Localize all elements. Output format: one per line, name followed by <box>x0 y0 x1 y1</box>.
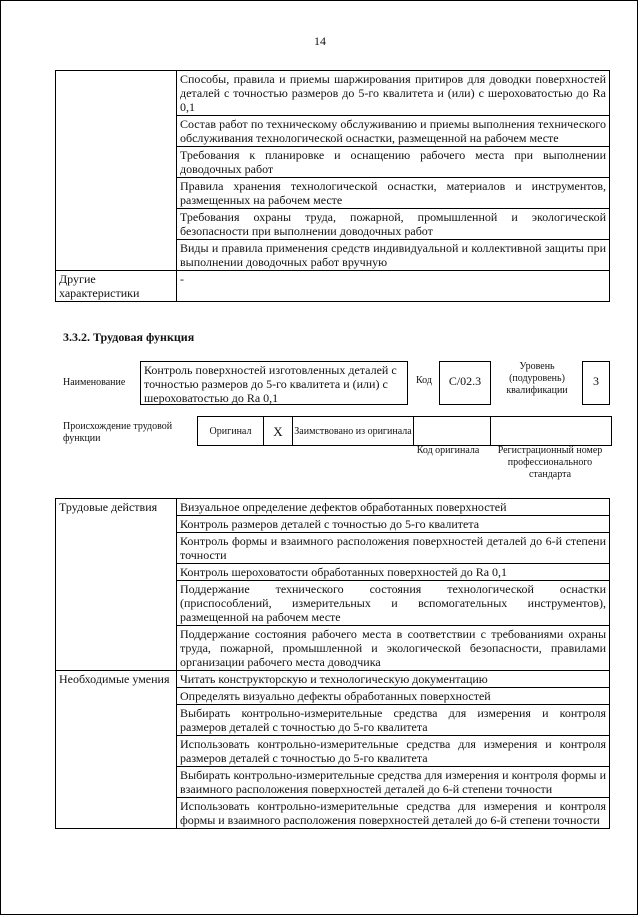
table-row <box>56 71 610 116</box>
table-row <box>56 499 610 516</box>
table-row <box>56 271 610 302</box>
registration-number-cell <box>491 417 612 446</box>
function-name-box: Контроль поверхностей изготовленных деталей с точностью размеров до 5-го квалитета и (или) с шероховатостью до Ra 0,1 <box>140 361 408 405</box>
knowledge-item: Состав работ по техническому обслуживанию и приемы выполнения технического обслуживания технологической оснастки, размещенной на рабочем месте <box>177 116 610 147</box>
borrowed-label: Заимствовано из оригинала <box>293 417 414 446</box>
labor-actions-label: Трудовые действия <box>56 499 177 671</box>
skill-item: Использовать контрольно-измерительные средства для измерения и контроля формы и взаимного расположения поверхностей деталей до 6-й степени точности <box>177 798 610 829</box>
other-characteristics-label: Другие характеристики <box>56 271 177 302</box>
qualification-level-box: 3 <box>582 361 610 405</box>
origin-table <box>197 416 612 446</box>
skill-item: Использовать контрольно-измерительные средства для измерения и контроля размеров деталей с точностью до 5-го квалитета <box>177 736 610 767</box>
empty-label-cell <box>56 71 177 271</box>
code-caption: Код оригинала <box>416 445 480 456</box>
skill-item: Выбирать контрольно-измерительные средства для измерения и контроля размеров деталей с точностью до 5-го квалитета <box>177 705 610 736</box>
registration-caption: Регистрационный номер профессионального стандарта <box>497 445 603 480</box>
skill-item: Читать конструкторскую и технологическую документацию <box>177 671 610 688</box>
skill-item: Выбирать контрольно-измерительные средства для измерения и контроля формы и взаимного расположения поверхностей деталей до 6-й степени точности <box>177 767 610 798</box>
knowledge-table <box>55 70 610 302</box>
origin-label: Происхождение трудовой функции <box>63 421 173 444</box>
knowledge-item: Требования охраны труда, пожарной, промышленной и экологической безопасности при выполнении доводочных работ <box>177 209 610 240</box>
name-label: Наименование <box>63 377 126 388</box>
actions-skills-table <box>55 498 610 829</box>
code-value-box: С/02.3 <box>439 361 491 405</box>
table-row <box>56 671 610 688</box>
knowledge-item: Требования к планировке и оснащению рабочего места при выполнении доводочных работ <box>177 147 610 178</box>
knowledge-item: Виды и правила применения средств индивидуальной и коллективной защиты при выполнении доводочных работ вручную <box>177 240 610 271</box>
labor-action-item: Визуальное определение дефектов обработанных поверхностей <box>177 499 610 516</box>
labor-action-item: Контроль формы и взаимного расположения поверхностей деталей до 6-й степени точности <box>177 533 610 564</box>
original-code-cell <box>414 417 491 446</box>
original-mark: X <box>264 417 293 446</box>
code-label: Код <box>416 375 432 386</box>
knowledge-item: Правила хранения технологической оснастки, материалов и инструментов, размещенных на рабочем месте <box>177 178 610 209</box>
knowledge-item: Способы, правила и приемы шаржирования притиров для доводки поверхностей деталей с точностью размеров до 5-го квалитета и (или) с шероховатостью до Ra 0,1 <box>177 71 610 116</box>
section-heading: 3.3.2. Трудовая функция <box>63 330 195 344</box>
labor-action-item: Поддержание технического состояния технологической оснастки (приспособлений, измерительных и вспомогательных инструментов), размещенной на рабочем месте <box>177 581 610 626</box>
labor-action-item: Поддержание состояния рабочего места в соответствии с требованиями охраны труда, пожарной, промышленной и экологической безопасности, правилами организации рабочего места доводчика <box>177 626 610 671</box>
skill-item: Определять визуально дефекты обработанных поверхностей <box>177 688 610 705</box>
qualification-level-label: Уровень (подуровень) квалификации <box>506 361 568 396</box>
skills-label: Необходимые умения <box>56 671 177 829</box>
labor-action-item: Контроль шероховатости обработанных поверхностей до Ra 0,1 <box>177 564 610 581</box>
other-characteristics-value: - <box>177 271 610 302</box>
labor-action-item: Контроль размеров деталей с точностью до 5-го квалитета <box>177 516 610 533</box>
original-label: Оригинал <box>198 417 264 446</box>
page-number: 14 <box>314 34 326 48</box>
